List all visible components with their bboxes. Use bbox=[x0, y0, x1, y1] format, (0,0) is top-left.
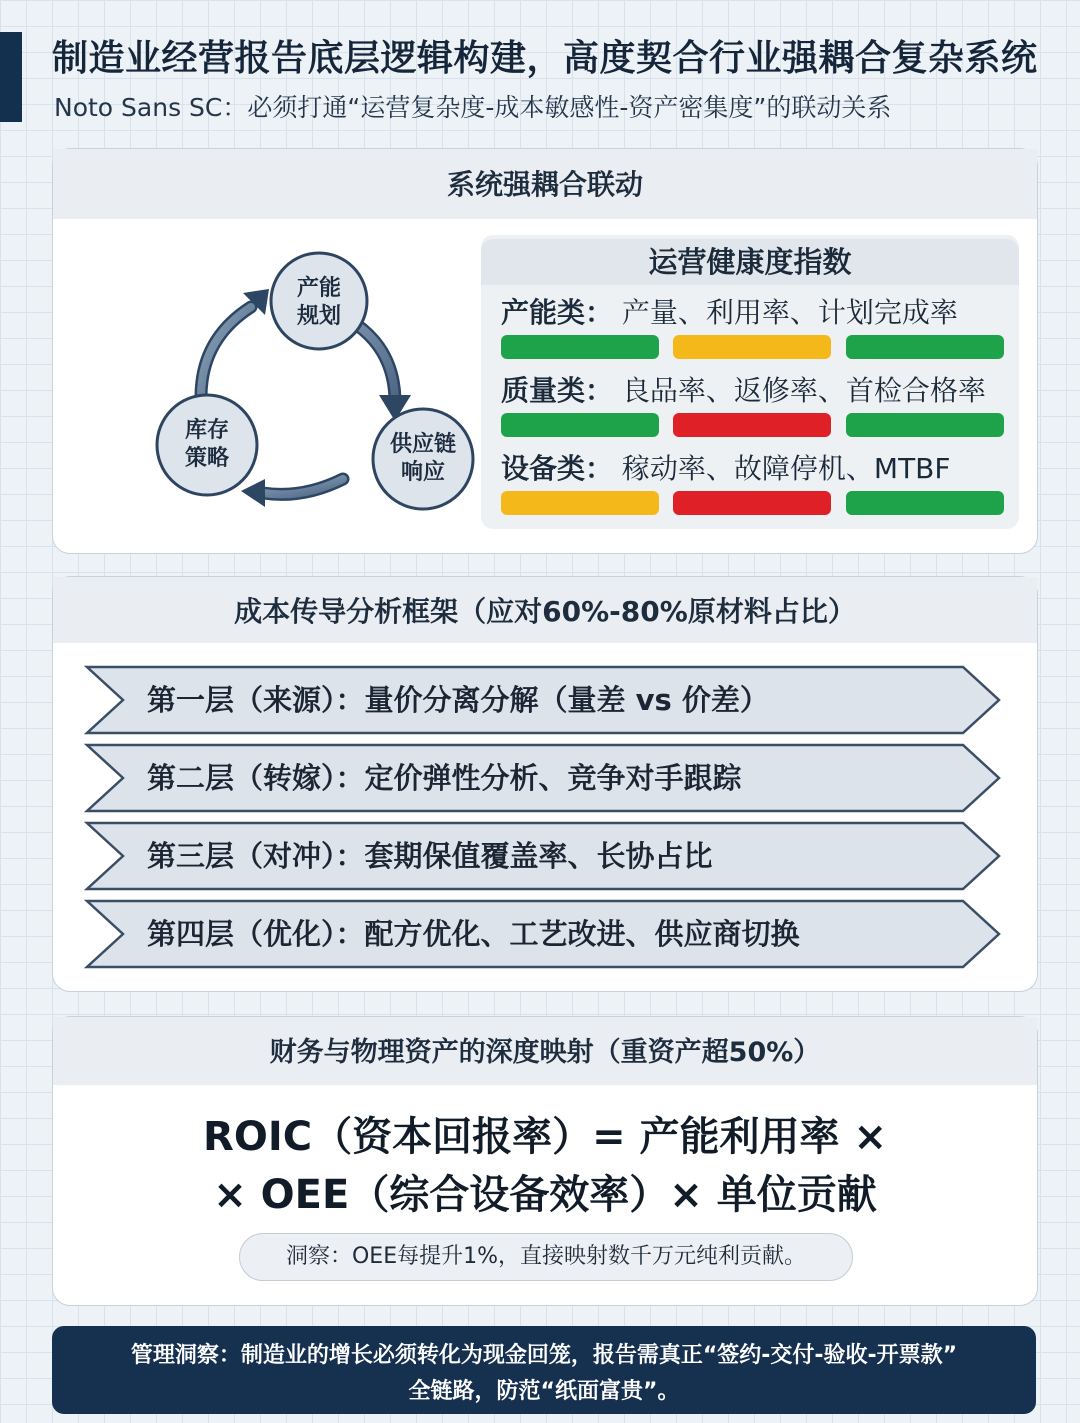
cost-layer-text: 第一层（来源）：量价分离分解（量差 vs 价差） bbox=[147, 683, 769, 717]
management-insight-line-2: 全链路，防范“纸面富贵”。 bbox=[408, 1379, 680, 1404]
health-metrics: 产量、利用率、计划完成率 bbox=[621, 296, 958, 329]
coupling-cycle-diagram bbox=[103, 249, 457, 539]
status-bar-yellow bbox=[501, 491, 659, 515]
health-index-title: 运营健康度指数 bbox=[481, 239, 1019, 285]
cost-layer-text: 第二层（转嫁）：定价弹性分析、竞争对手跟踪 bbox=[147, 761, 742, 795]
cost-layer-text: 第四层（优化）：配方优化、工艺改进、供应商切换 bbox=[147, 917, 800, 951]
system-coupling-heading: 系统强耦合联动 bbox=[53, 149, 1037, 219]
insight-pill: 洞察：OEE每提升1%，直接映射数千万元纯利贡献。 bbox=[239, 1233, 853, 1281]
cost-layer-4 bbox=[85, 899, 1005, 969]
status-bar-red bbox=[673, 413, 831, 437]
health-index-panel bbox=[481, 235, 1019, 529]
cycle-node-supply-chain bbox=[373, 409, 473, 509]
cost-transmission-heading: 成本传导分析框架（应对60%-80%原材料占比） bbox=[53, 577, 1037, 643]
cost-layer-text: 第三层（对冲）：套期保值覆盖率、长协占比 bbox=[147, 839, 713, 873]
svg-text:策略: 策略 bbox=[184, 446, 230, 471]
status-bars bbox=[501, 491, 1005, 515]
svg-text:产能: 产能 bbox=[296, 276, 342, 301]
health-category: 产能类： bbox=[501, 296, 614, 329]
roic-formula-line-1: ROIC（资本回报率）= 产能利用率 × bbox=[203, 1114, 887, 1160]
roic-formula-line-2: × OEE（综合设备效率）× 单位贡献 bbox=[213, 1172, 877, 1218]
page-subtitle: Noto Sans SC：必须打通“运营复杂度-成本敏感性-资产密集度”的联动关系 bbox=[54, 93, 892, 122]
cost-transmission-card bbox=[52, 576, 1038, 992]
status-bar-yellow bbox=[673, 335, 831, 359]
svg-text:响应: 响应 bbox=[400, 460, 446, 485]
asset-mapping-card bbox=[52, 1016, 1038, 1306]
status-bar-green bbox=[846, 335, 1004, 359]
cycle-node-capacity bbox=[271, 253, 367, 349]
status-bar-green bbox=[846, 491, 1004, 515]
management-insight-banner bbox=[52, 1326, 1036, 1414]
cost-layer-3 bbox=[85, 821, 1005, 891]
svg-text:供应链: 供应链 bbox=[389, 432, 457, 457]
title-accent-bar bbox=[0, 32, 22, 122]
health-row-equipment bbox=[501, 447, 951, 487]
health-row-quality bbox=[501, 369, 986, 409]
page-title: 制造业经营报告底层逻辑构建，高度契合行业强耦合复杂系统 bbox=[52, 38, 1038, 79]
status-bar-green bbox=[501, 335, 659, 359]
status-bars bbox=[501, 413, 1005, 437]
cost-layer-2 bbox=[85, 743, 1005, 813]
health-category: 设备类： bbox=[501, 452, 614, 485]
health-metrics: 良品率、返修率、首检合格率 bbox=[621, 374, 986, 407]
asset-mapping-heading: 财务与物理资产的深度映射（重资产超50%） bbox=[53, 1017, 1037, 1085]
status-bar-red bbox=[673, 491, 831, 515]
svg-text:库存: 库存 bbox=[184, 418, 230, 443]
status-bar-green bbox=[501, 413, 659, 437]
health-category: 质量类： bbox=[501, 374, 614, 407]
management-insight-line-1: 管理洞察：制造业的增长必须转化为现金回笼，报告需真正“签约-交付-验收-开票款” bbox=[130, 1343, 958, 1368]
system-coupling-card bbox=[52, 148, 1038, 554]
health-row-capacity bbox=[501, 291, 958, 331]
status-bar-green bbox=[846, 413, 1004, 437]
health-metrics: 稼动率、故障停机、MTBF bbox=[621, 452, 951, 485]
cycle-node-inventory bbox=[157, 395, 257, 495]
svg-text:规划: 规划 bbox=[296, 304, 342, 329]
status-bars bbox=[501, 335, 1005, 359]
cost-layer-1 bbox=[85, 665, 1005, 735]
